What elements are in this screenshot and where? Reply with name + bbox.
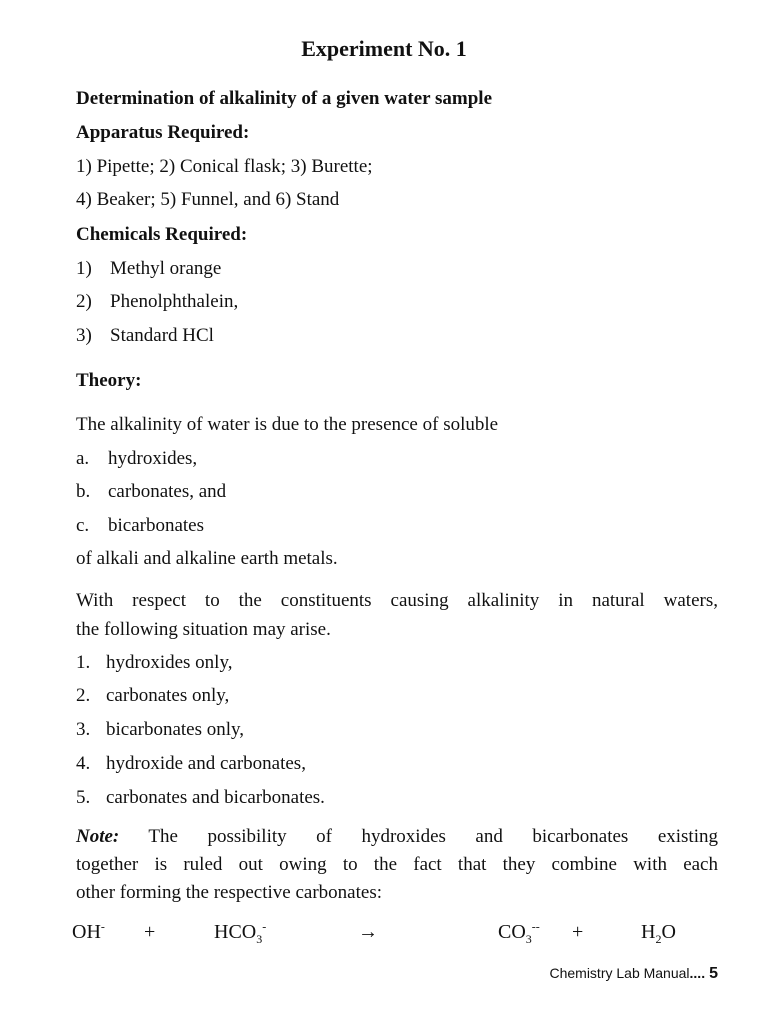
theory-list-item [76,481,227,503]
paragraph-line: With respect to the constituents causing alkalinity in natural waters, [76,590,718,611]
list-text: hydroxides, [108,448,198,469]
chemical-item [76,291,239,313]
chemical-name: Standard HCl [110,325,214,346]
equation-plus: + [572,921,584,943]
bicarbonate-subscript: 3 [256,932,263,946]
situation-text: hydroxide and carbonates, [106,753,306,774]
footer-dots: .... [689,965,706,981]
situation-item [76,719,245,741]
theory-intro: The alkalinity of water is due to the presence of soluble [76,414,499,435]
chemical-item [76,325,214,347]
situation-item [76,787,325,809]
list-text: bicarbonates [108,515,205,536]
note-text: The possibility of hydroxides and bicarbonates existing [148,826,718,847]
water-subscript: 2 [655,932,662,946]
equation-product-carbonate [498,920,540,944]
page-footer [549,965,718,983]
list-text: carbonates, and [108,481,227,502]
equation-arrow: → [358,921,378,943]
situation-item [76,753,306,775]
carbonate-charge: -- [531,919,540,934]
theory-heading: Theory: [76,370,142,391]
situation-item [76,685,230,707]
equation-product-water [641,920,676,944]
chemical-name: Methyl orange [110,258,222,279]
bicarbonate-formula: HCO [214,921,257,943]
situation-number: 2. [76,685,91,706]
hydroxide-charge: - [100,919,105,934]
note-line: other forming the respective carbonates: [76,882,382,903]
note-label: Note: [76,826,120,847]
paragraph-line: the following situation may arise. [76,619,331,640]
situation-text: carbonates and bicarbonates. [106,787,325,808]
carbonate-formula: CO [498,921,526,943]
chemicals-heading: Chemicals Required: [76,224,248,245]
theory-list-item [76,448,198,470]
situation-number: 5. [76,787,91,808]
hydroxide-formula: OH [72,921,101,943]
carbonate-subscript: 3 [525,932,532,946]
page-title: Experiment No. 1 [301,36,467,61]
apparatus-line-1: 1) Pipette; 2) Conical flask; 3) Burette; [76,156,373,177]
situation-text: bicarbonates only, [106,719,245,740]
equation-plus: + [144,921,156,943]
situation-item [76,652,233,674]
chemical-number: 1) [76,258,92,279]
bicarbonate-charge: - [262,919,267,934]
page-number: 5 [709,965,718,982]
equation-reactant-hydroxide [72,920,105,944]
list-marker: b. [76,481,91,502]
equation-reactant-bicarbonate [214,920,266,944]
water-formula-o: O [661,921,676,943]
list-marker: c. [76,515,90,536]
experiment-subtitle: Determination of alkalinity of a given water sample [76,88,493,109]
situation-number: 4. [76,753,91,774]
note-line: together is ruled out owing to the fact that they combine with each [76,854,718,875]
note-line [76,826,718,848]
situation-number: 3. [76,719,91,740]
apparatus-line-2: 4) Beaker; 5) Funnel, and 6) Stand [76,189,340,210]
chemical-number: 3) [76,325,92,346]
chemical-name: Phenolphthalein, [110,291,239,312]
list-marker: a. [76,448,90,469]
situation-text: carbonates only, [106,685,230,706]
situation-text: hydroxides only, [106,652,233,673]
water-formula-h: H [641,921,656,943]
theory-list-item [76,515,205,537]
footer-label: Chemistry Lab Manual [549,965,690,981]
situation-number: 1. [76,652,91,673]
apparatus-heading: Apparatus Required: [76,122,250,143]
chemical-number: 2) [76,291,92,312]
chemical-item [76,258,222,280]
theory-outro: of alkali and alkaline earth metals. [76,548,338,569]
